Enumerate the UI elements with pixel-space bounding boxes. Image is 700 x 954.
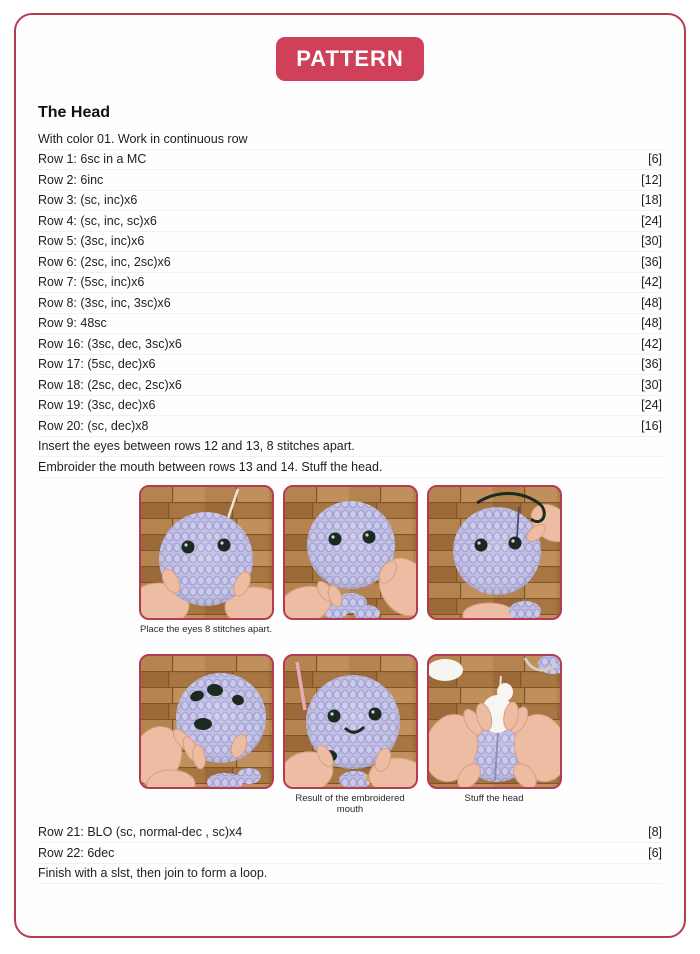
row-label: Row 3: (sc, inc)x6: [38, 193, 138, 208]
row-label: Row 22: 6dec: [38, 845, 115, 860]
caption-empty: [283, 624, 418, 642]
intro-text: With color 01. Work in continuous row: [38, 131, 248, 146]
photo-embroider-mouth: [139, 654, 274, 789]
row-count: [24]: [641, 213, 662, 228]
row-count: [30]: [641, 234, 662, 249]
caption-empty: [139, 793, 274, 811]
safety-eye-left: [328, 532, 341, 545]
caption-row-2: [38, 792, 662, 815]
pattern-row-20: [38, 416, 662, 437]
note-mouth: [38, 457, 662, 478]
row-count: [18]: [641, 193, 662, 208]
pattern-content: [16, 104, 684, 884]
safety-eye-left: [474, 538, 487, 551]
row-label: Row 5: (3sc, inc)x6: [38, 234, 145, 249]
row-label: Row 7: (5sc, inc)x6: [38, 275, 145, 290]
row-count: [16]: [641, 418, 662, 433]
photo-place-eyes-illustration: [141, 487, 272, 618]
row-count: [30]: [641, 377, 662, 392]
row-count: [6]: [648, 845, 662, 860]
note-text: Embroider the mouth between rows 13 and 14. Stuff the head.: [38, 459, 383, 474]
row-label: Row 20: (sc, dec)x8: [38, 418, 149, 433]
row-label: Row 16: (3sc, dec, 3sc)x6: [38, 336, 182, 351]
photo-head-front: [283, 485, 418, 620]
row-count: [42]: [641, 275, 662, 290]
row-count: [6]: [648, 152, 662, 167]
row-label: Row 2: 6inc: [38, 172, 104, 187]
row-label: Row 18: (2sc, dec, 2sc)x6: [38, 377, 182, 392]
photo-place-eyes: [139, 485, 274, 620]
row-label: Row 6: (2sc, inc, 2sc)x6: [38, 254, 171, 269]
pattern-badge-label: PATTERN: [296, 46, 404, 71]
safety-eye-right: [368, 707, 381, 720]
pattern-row-4: [38, 211, 662, 232]
pattern-row-16: [38, 334, 662, 355]
row-count: [36]: [641, 254, 662, 269]
note-eyes: [38, 437, 662, 458]
row-count: [12]: [641, 172, 662, 187]
safety-eye-left: [327, 709, 340, 722]
safety-eye-left: [181, 540, 194, 553]
photo-mouth-result: [283, 654, 418, 789]
row-count: [48]: [641, 295, 662, 310]
pattern-badge: [276, 37, 424, 81]
pattern-row-2: [38, 170, 662, 191]
section-title: The Head: [38, 104, 111, 121]
row-label: Row 17: (5sc, dec)x6: [38, 357, 156, 372]
closing-text: Finish with a slst, then join to form a loop.: [38, 866, 268, 881]
black-yarn-bundle: [194, 718, 212, 730]
final-rows: [38, 823, 662, 885]
caption-row-1: [38, 624, 662, 642]
pattern-row-19: [38, 396, 662, 417]
photo-row-2: [38, 654, 662, 789]
safety-eye-right: [508, 536, 521, 549]
pattern-row-9: [38, 314, 662, 335]
caption-stuff-head: Stuff the head: [464, 792, 524, 804]
photo-row-1: [38, 485, 662, 620]
photo-yarn-on-head-illustration: [429, 487, 560, 618]
page-frame: [14, 13, 686, 938]
row-label: Row 9: 48sc: [38, 316, 107, 331]
photo-tutorial-section: [38, 485, 662, 815]
photo-mouth-result-illustration: [285, 656, 416, 787]
intro-line: [38, 129, 662, 150]
caption-mouth-result: Result of the embroidered mouth: [295, 792, 405, 815]
note-text: Insert the eyes between rows 12 and 13, 8 stitches apart.: [38, 439, 355, 454]
row-label: Row 1: 6sc in a MC: [38, 152, 147, 167]
row-count: [24]: [641, 398, 662, 413]
body: [237, 768, 261, 784]
row-count: [48]: [641, 316, 662, 331]
photo-head-front-illustration: [285, 487, 416, 618]
photo-stuff-head: [427, 654, 562, 789]
pattern-row-22: [38, 843, 662, 864]
photo-yarn-on-head: [427, 485, 562, 620]
row-label: Row 8: (3sc, inc, 3sc)x6: [38, 295, 171, 310]
pattern-row-1: [38, 150, 662, 171]
closing-line: [38, 864, 662, 885]
pattern-row-7: [38, 273, 662, 294]
pattern-row-18: [38, 375, 662, 396]
caption-empty: [427, 624, 562, 642]
row-label: Row 19: (3sc, dec)x6: [38, 398, 156, 413]
row-count: [36]: [641, 357, 662, 372]
safety-eye-right: [217, 538, 230, 551]
pattern-row-6: [38, 252, 662, 273]
photo-stuff-head-illustration: [429, 656, 560, 787]
pattern-row-8: [38, 293, 662, 314]
pattern-row-3: [38, 191, 662, 212]
row-label: Row 21: BLO (sc, normal-dec , sc)x4: [38, 825, 243, 840]
row-count: [8]: [648, 825, 662, 840]
pattern-row-21: [38, 823, 662, 844]
row-count: [42]: [641, 336, 662, 351]
safety-eye-right: [362, 530, 375, 543]
pattern-row-17: [38, 355, 662, 376]
row-label: Row 4: (sc, inc, sc)x6: [38, 213, 157, 228]
photo-embroider-mouth-illustration: [141, 656, 272, 787]
pattern-row-5: [38, 232, 662, 253]
caption-place-eyes: Place the eyes 8 stitches apart.: [139, 623, 273, 635]
